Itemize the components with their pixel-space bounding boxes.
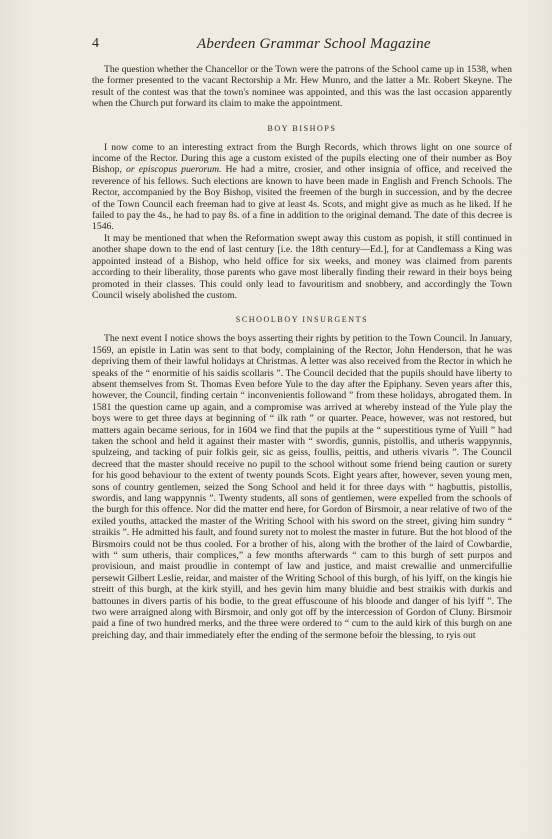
page-header (92, 36, 512, 56)
section-heading-boy-bishops: BOY BISHOPS (267, 123, 337, 133)
running-title: Aberdeen Grammar School Magazine (197, 36, 431, 52)
paragraph-insurgents: The next event I notice shows the boys asserting their rights by petition to the Town Council. In January, 1569, an epistle in Latin was sent to that body, complaining of the Rector, John Henderson, that he was depriving them of their lawful holidays at Christmas. A letter was also received from the Rector in which he speaks of the “ enormitie of his saidis scollaris ”. The Council decided that the pupils should have liberty to absent themselves from St. Thomas Even before Yule to the day after the Epiphany. Seven years after this, however, the Council, finding certain “ inconvenientis followand ” from these holidays, abrogated them. In 1581 the question came up again, and a compromise was arrived at whereby instead of the Yule play the boys were to get three days at beginning of “ ilk rath ” or quarter. Peace, however, was not restored, but matters again became serious, for in 1604 we find that the pupils at the “ superstitious tyme of Yuill ” had taken the school and held it against their master with “ swordis, gunnis, pistollis, and utheris wappynnis, spulzeing, and tacking of puir folkis geir, sic as geiss, foullis, peittis, and utheris vivaris ”. The Council decreed that the master should receive no pupil to the school without some friend being caution or surety for his good behaviour to the extent of twenty pounds Scots. Eight years after, however, seven young men, sons of country gentlemen, seized the Song School and held it for three days with “ hagbuttis, pistollis, swordis, and lang wappynnis ”. Twenty students, all sons of gentlemen, were expelled from the schools of the burgh for this offence. Nor did the matter end here, for Gordon of Birsmoir, a near relative of two of the exiled youths, attacked the master of the Writing School with his sword on the street, giving him sundry “ straikis ”. He admitted his fault, and found surety not to molest the master in future. But the hot blood of the Birsmoirs could not be thus cooled. For a brother of his, along with the brother of the laird of Cowbardie, with “ sum utheris, thair complices,” a few months afterwards “ cam to this burgh of sett purpos and provisioun, and maist proudlie in contempt of law and justice, and maist crewallie and unmercifullie persewit Gilbert Leslie, reidar, and maister of the Writing School of this burgh, of his lyiff, on the kingis hie streitt of this burgh, at the kirk styill, and hes gevin him many bluidie and best straikis with durkis and battounes in divers partis of his bodie, to the great effuscoune of his bloode and danger of his lyiff ”. The two were arraigned along with Birsmoir, and only got off by the intercession of Gordon of Cluny. Birsmoir paid a fine of two hundred merks, and the three were ordered to “ cum to the auld kirk of this burgh on ane preiching day, and thair immediately efter the ending of the sermone befoir the blessing, to ryis out (92, 333, 512, 641)
paragraph-boy-bishop-custom (92, 142, 512, 233)
paragraph-text: I now come to an interesting extract from the Burgh Records, which throws light on one source of income of the Rector. During this age a custom existed of the pupils electing one of their number as Boy Bishop, (92, 141, 512, 176)
paragraph-reformation: It may be mentioned that when the Reformation swept away this custom as popish, it still continued in another shape down to the end of last century [i.e. the 18th century—Ed.], for at Candlemass a King was appointed instead of a Bishop, who held office for six weeks, and money was claimed from parents according to their liberality, those parents who gave most liberally finding their reward in their boys being promoted in their classes. This could only lead to favouritism and snobbery, and accordingly the Town Council wisely abolished the custom. (92, 232, 512, 301)
section-heading-schoolboy-insurgents: SCHOOLBOY INSURGENTS (235, 315, 369, 325)
page-number: 4 (92, 36, 99, 51)
paragraph-text: He had a mitre, crosier, and other insignia of office, and received the reverence of his fellows. Such elections are known to have been made in English and French Schools. The Rector, accompanied by the Boy Bishop, visited the freemen of the burgh in succession, and by the decree of the Town Council each freeman had to give at least 4s. Scots, and might give as much as he liked. If he failed to pay the 4s., he had to pay 8s. of a fine in addition to the original demand. The date of this decree is 1546. (92, 164, 512, 233)
latin-term: or episcopus puerorum. (126, 164, 222, 176)
article-body (92, 64, 512, 641)
paragraph-patronage: The question whether the Chancellor or the Town were the patrons of the School came up in 1538, when the former presented to the vacant Rectorship a Mr. Hew Munro, and the latter a Mr. Robert Skeyne. The result of the contest was that the town's nominee was appointed, and this was the last occasion apparently when the Church put forward its claim to make the appointment. (92, 64, 512, 110)
